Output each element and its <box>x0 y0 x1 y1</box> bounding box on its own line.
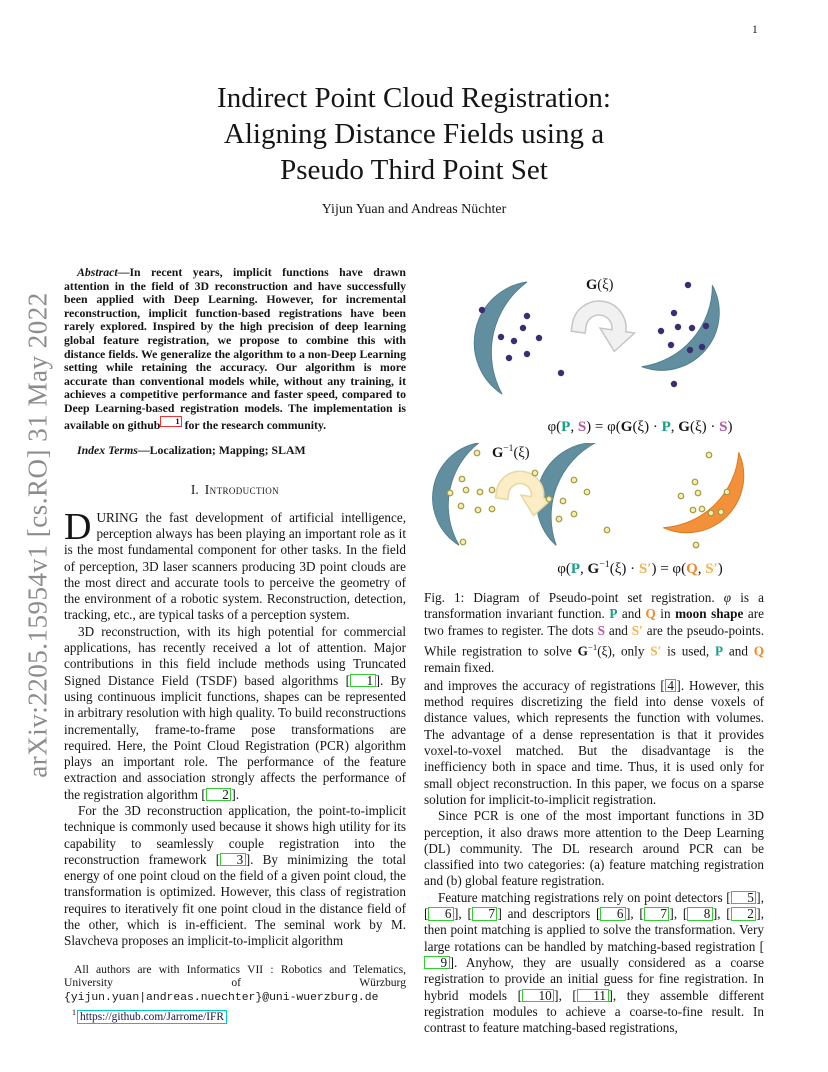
text-segment: −1 <box>503 443 514 454</box>
intro-paragraph-2 <box>64 624 406 803</box>
text-segment: All authors are with Informatics VII : Robotics and Telematics, University of Würzburg <box>64 963 406 990</box>
text-segment: ], [ <box>712 906 731 922</box>
text-segment: φ <box>723 590 732 605</box>
text-segment: G <box>586 277 598 293</box>
right-paragraph-2 <box>424 808 764 889</box>
text-segment: S′ <box>705 561 718 577</box>
citation-ref[interactable]: 2 <box>731 907 757 921</box>
right-paragraph-1 <box>424 678 764 808</box>
text-segment: ], [ <box>424 889 764 922</box>
text-segment: and improves the accuracy of registrations [ <box>424 677 665 693</box>
github-link[interactable]: https://github.com/Jarrome/IFR <box>77 1010 227 1024</box>
text-segment: ], [ <box>554 987 577 1003</box>
text-segment: , <box>697 561 706 577</box>
intro-paragraph-1-text <box>64 505 406 623</box>
footnote-affiliation <box>64 963 406 1005</box>
text-segment: Q <box>686 561 698 577</box>
text-segment: , <box>570 419 578 435</box>
text-segment: in <box>655 606 676 622</box>
moon-q-shape <box>663 452 764 554</box>
text-segment: ], they assemble different registration modules to achieve a coarse-to-fine result. In contrast to feature matching-based registrations, <box>424 987 764 1036</box>
text-segment: S <box>719 419 728 435</box>
text-segment: φ( <box>557 561 571 577</box>
citation-ref[interactable]: 4 <box>665 679 677 693</box>
text-segment: —Localization; Mapping; SLAM <box>137 443 306 458</box>
text-segment: is a transformation invariant function. <box>424 590 765 622</box>
citation-ref[interactable]: 7 <box>472 907 498 921</box>
text-segment: , <box>580 561 588 577</box>
text-segment: —In recent years, implicit functions have drawn attention in the field of 3D reconstruction and have successfully been applied with Deep Learning. However, for incremental reconstruction, implicit function-based registrations have been rarely explored. Inspired by the high precision of deep learning global feature registration, we propose to combine this with distance fields. We generalize the algorithm to a non-Deep Learning setting while retaining the accuracy. Our algorithm is more accurate than conventional models while, without any training, it achieves a competitive performance and faster speed, compared to Deep Learning-based registration models. The implementation is available on github <box>64 265 406 432</box>
text-segment: ]. By minimizing the total energy of one point cloud on the field of a given point cloud, the transformation is optimized. However, this class of registration requires to iteratively fit one point cloud in the distance field of the other, which is in-efficient. The seminal work by M. Slavcheva proposes an implicit-to-implicit algorithm <box>64 851 406 949</box>
text-segment: (ξ) · <box>689 419 720 435</box>
transform-label-g-inverse <box>492 443 530 462</box>
footnote-block <box>64 963 406 1023</box>
text-segment: S <box>577 419 587 435</box>
text-segment: (ξ) · <box>632 419 662 435</box>
figure1-bottom-diagram <box>424 443 764 555</box>
citation-ref[interactable]: 7 <box>644 907 670 921</box>
index-terms <box>64 444 406 458</box>
text-segment: are the pseudo-points. While registration to solve <box>424 622 765 659</box>
paper-title <box>0 80 828 188</box>
abstract-paragraph <box>64 266 406 432</box>
intro-paragraph-3 <box>64 803 406 950</box>
title-line-3: Pseudo Third Point Set <box>280 154 548 186</box>
citation-ref[interactable]: 6 <box>600 907 626 921</box>
rotation-arrow-icon <box>569 298 638 354</box>
citation-ref[interactable]: 3 <box>220 853 246 867</box>
figure1-bottom-svg <box>424 443 764 555</box>
title-line-1: Indirect Point Cloud Registration: <box>217 82 611 114</box>
text-segment: for the research community. <box>181 417 327 432</box>
title-line-2: Aligning Distance Fields using a <box>223 118 605 150</box>
text-segment: ]. However, this method requires discretizing the field into dense voxels of distance values, which represents the function with volumes. The advantage of a dense representation is that it provides voxel-to-voxel matched. But the disadvantage is the inefficiency both in space and time. Thus, it is used only for small object reconstruction. In this paper, we focus on a sparse solution for implicit-to-implicit registration. <box>424 677 764 807</box>
authors-line: Yijun Yuan and Andreas Nüchter <box>321 202 507 217</box>
citation-ref[interactable]: 5 <box>731 891 757 905</box>
text-segment: ], then point matching is applied to solve the transformation. Very large rotations can be handled by matching-based registration [ <box>424 906 764 954</box>
text-segment: ]. <box>231 786 240 802</box>
citation-ref[interactable]: 9 <box>424 956 450 970</box>
page-number: 1 <box>752 24 758 36</box>
text-segment: (ξ) <box>597 277 614 293</box>
text-segment: ]. Anyhow, they are usually considered as a coarse registration to provide an initial guess for fine registration. In hybrid models [ <box>424 954 764 1003</box>
text-segment: and <box>617 606 646 622</box>
arxiv-watermark: arXiv:2205.15954v1 [cs.RO] 31 May 2022 <box>22 292 53 778</box>
text-segment: S′ <box>650 643 662 659</box>
text-segment: S′ <box>631 622 643 638</box>
text-segment: P <box>570 561 581 577</box>
footnote-marker: 1 <box>72 1008 76 1018</box>
pseudo-points-s <box>479 282 709 387</box>
text-segment: S′ <box>638 561 652 577</box>
text-segment: P <box>715 643 724 659</box>
text-segment: (ξ) · <box>609 561 639 577</box>
text-segment: (ξ) <box>513 444 530 461</box>
text-segment: Feature matching registrations rely on point detectors [ <box>438 889 731 905</box>
text-segment: ) = φ( <box>651 561 687 577</box>
text-segment: and <box>723 643 754 659</box>
text-segment: ) <box>717 561 723 577</box>
text-segment: ]. By using continuous implicit functions, shapes can be represented in arbitrary resolution with high quality. To build reconstructions incrementally, frame-to-frame pose transformations are required. Here, the Point Cloud Registration (PCR) algorithm plays an important role. The performance of the feature extraction and association strongly affects the performance of the registration algorithm [ <box>64 672 407 802</box>
text-segment: URING the fast development of artificial intelligence, perception always has been playing an important role as it is the most fundamental component for other tasks. In the field of perception, 3D laser scanners producing 3D point clouds are the most direct and accurate tools to perceive the geometry of the environment of a robotic system. Reconstruction, detection, tracking, etc., are typical tasks of a perception system. <box>64 509 406 623</box>
text-segment: P <box>661 419 671 435</box>
text-segment: remain fixed. <box>424 659 495 675</box>
title-block <box>0 80 828 218</box>
citation-ref[interactable]: 6 <box>428 907 454 921</box>
text-segment: −1 <box>599 559 610 570</box>
section-heading <box>64 482 406 498</box>
section-number: I. <box>190 481 199 497</box>
text-segment: P <box>561 419 571 435</box>
right-column <box>424 265 764 1036</box>
equation-1 <box>424 419 764 441</box>
text-segment: , <box>670 419 679 435</box>
text-segment: For the 3D reconstruction application, the point-to-implicit technique is commonly used because it shows high utility for its capability to seamlessly couple registration into the reconstruction framework [ <box>64 802 406 867</box>
figure1-top-diagram <box>424 265 764 415</box>
text-segment: 3D reconstruction, with its high potential for commercial applications, has recently received a lot of attention. Major contributions in this field include methods using Truncated Signed Distance Field (TSDF) based algorithms [ <box>64 623 406 688</box>
text-segment: P <box>609 606 618 622</box>
text-segment: {yijun.yuan|andreas.nuechter}@uni-wuerzburg.de <box>64 991 379 1004</box>
right-paragraph-3 <box>424 890 764 1037</box>
text-segment: G <box>587 561 600 577</box>
text-segment: moon shape <box>675 606 744 622</box>
text-segment: φ( <box>547 419 562 435</box>
citation-ref[interactable]: 8 <box>687 907 713 921</box>
text-segment: is used, <box>661 643 716 659</box>
footnote-ref[interactable]: 1 <box>160 416 181 427</box>
citation-ref[interactable]: 11 <box>577 989 609 1003</box>
text-segment: Q <box>753 643 765 659</box>
text-segment: G <box>678 419 690 435</box>
text-segment: G <box>492 444 504 461</box>
text-segment: and <box>604 622 632 638</box>
text-segment: Q <box>645 606 656 622</box>
text-segment: ], [ <box>669 906 688 922</box>
text-segment: ], [ <box>454 906 472 922</box>
footnote-link-line <box>72 1008 406 1023</box>
text-segment: ) <box>727 419 733 435</box>
text-segment: Fig. 1: Diagram of Pseudo-point set registration. <box>424 590 724 605</box>
citation-ref[interactable]: 10 <box>522 989 554 1003</box>
left-column <box>64 266 406 950</box>
intro-paragraph-1 <box>64 505 406 624</box>
moon-p-shape <box>463 273 527 394</box>
citation-ref[interactable]: 1 <box>350 674 376 688</box>
text-segment: −1 <box>587 641 598 652</box>
section-title: Introduction <box>204 481 280 497</box>
citation-ref[interactable]: 2 <box>206 788 232 802</box>
text-segment: Since PCR is one of the most important functions in 3D perception, it also draws more attention to the Deep Learning (DL) community. The DL research around PCR can be classified into two categories: (a) feature matching registration and (b) global feature registration. <box>424 808 764 889</box>
text-segment: S <box>597 622 605 638</box>
transform-label-g <box>586 277 613 294</box>
text-segment: ], [ <box>625 906 644 922</box>
drop-cap: D <box>64 505 92 548</box>
text-segment: are two frames to register. The dots <box>424 606 764 638</box>
text-segment: Index Terms <box>77 443 138 458</box>
text-segment: ] and descriptors [ <box>497 906 601 922</box>
text-segment: ) = φ( <box>586 419 621 435</box>
figure-caption <box>424 590 764 676</box>
text-segment: (ξ), only <box>597 643 651 659</box>
text-segment: G <box>577 643 588 659</box>
moon-p-transformed-shape <box>642 285 741 391</box>
text-segment: Abstract <box>77 265 118 279</box>
equation-2 <box>424 559 764 581</box>
text-segment: G <box>620 419 633 435</box>
